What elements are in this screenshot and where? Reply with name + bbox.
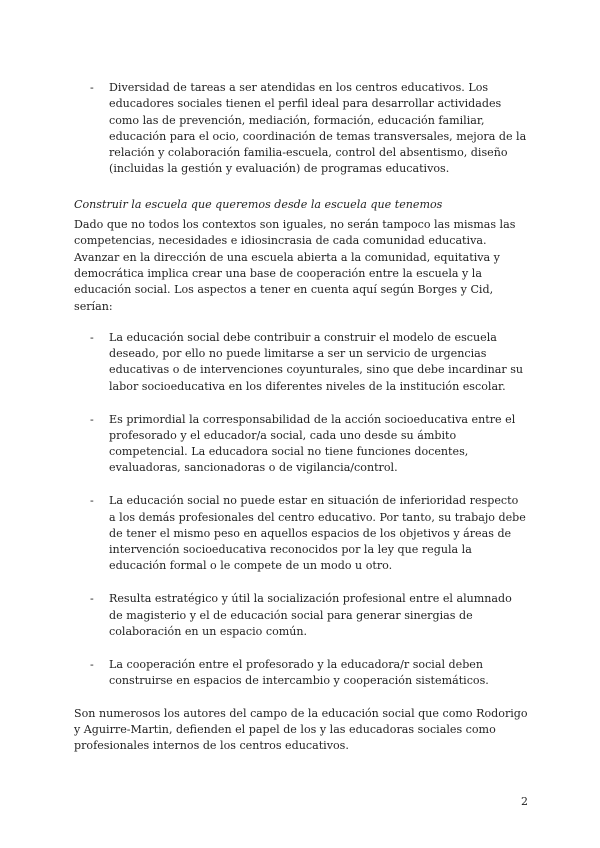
- bullet-marker: -: [90, 412, 94, 426]
- page-content: [74, 80, 528, 755]
- page-number: 2: [521, 795, 528, 808]
- bullet-item: [74, 412, 528, 477]
- bullet-item: [74, 80, 528, 178]
- first-bullet-list: [74, 80, 528, 178]
- bullet-text: Resulta estratégico y útil la socialización profesional entre el alumnado de magisterio y el de educación social para generar sinergias de colaboración en un espacio común.: [109, 592, 512, 638]
- bullet-item: [74, 493, 528, 574]
- bullet-marker: -: [90, 592, 94, 606]
- bullet-marker: -: [90, 494, 94, 508]
- bullet-text: Diversidad de tareas a ser atendidas en los centros educativos. Los educadores sociales tienen el perfil ideal para desarrollar actividades como las de prevención, mediación, formación, educación familiar, educación para el ocio, coordinación de temas transversales, mejora de la relación y colaboración familia-escuela, control del absentismo, diseño (incluidas la gestión y evaluación) de programas educativos.: [109, 81, 527, 176]
- bullet-text: La cooperación entre el profesorado y la educadora/r social deben construirse en espacios de intercambio y cooperación sistemáticos.: [109, 657, 489, 687]
- bullet-item: [74, 657, 528, 690]
- bullet-item: [74, 591, 528, 640]
- bullet-marker: -: [90, 657, 94, 671]
- bullet-marker: -: [90, 81, 94, 94]
- bullet-item: [74, 330, 528, 395]
- bullet-text: La educación social no puede estar en situación de inferioridad respecto a los demás profesionales del centro educativo. Por tanto, su trabajo debe de tener el mismo peso en aquellos espacios de los objetivos y áreas de intervención socioeducativa reconocidos por la ley que regula la educación formal o le compete de un modo u otro.: [109, 494, 526, 573]
- intro-paragraph: Dado que no todos los contextos son iguales, no serán tampoco las mismas las competencias, necesidades e idiosincrasia de cada comunidad educativa. Avanzar en la dirección de una escuela abierta a la comunidad, equitativa y democrática implica crear una base de cooperación entre la escuela y la educación social. Los aspectos a tener en cuenta aquí según Borges y Cid, serían:: [74, 218, 516, 313]
- bullet-text: Es primordial la corresponsabilidad de la acción socioeducativa entre el profesorado y el educador/a social, cada uno desde su ámbito competencial. La educadora social no tiene funciones docentes, evaluadoras, sancionadoras o de vigilancia/control.: [109, 412, 516, 475]
- second-bullet-list: [74, 330, 528, 689]
- bullet-marker: -: [90, 330, 94, 344]
- bullet-text: La educación social debe contribuir a construir el modelo de escuela deseado, por ello no puede limitarse a ser un servicio de urgencias educativas o de intervenciones coyunturales, sino que debe incardinar su labor socioeducativa en los diferentes niveles de la institución escolar.: [109, 330, 524, 393]
- section-subheading: Construir la escuela que queremos desde la escuela que tenemos: [74, 197, 443, 211]
- closing-paragraph: Son numerosos los autores del campo de la educación social que como Rodorigo y Aguirre-Martin, defienden el papel de los y las educadoras sociales como profesionales internos de los centros educativos.: [74, 706, 528, 753]
